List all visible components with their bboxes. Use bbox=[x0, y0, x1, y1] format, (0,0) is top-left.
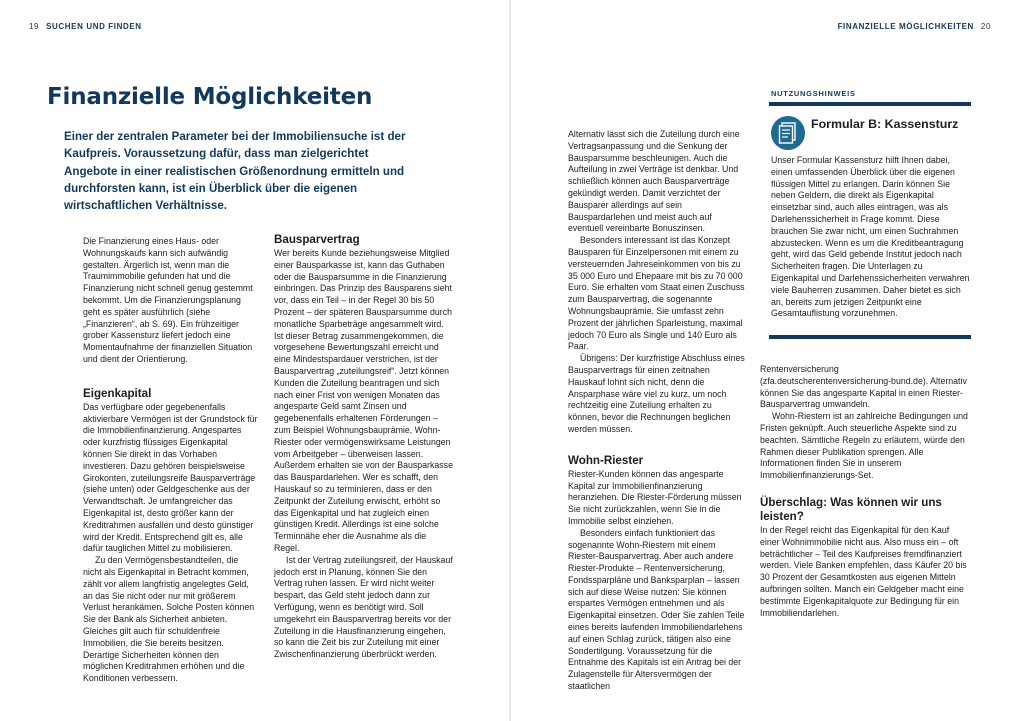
wohn-riester-paragraph-1: Riester-Kunden können das angesparte Kapital zur Immobilienfinanzierung heranziehen. Die Riester-Förderung müssen Sie nicht zurückzahlen, wenn Sie in die Immobilie selbst einziehen. bbox=[568, 468, 742, 526]
eigenkapital-paragraph-1: Das verfügbare oder gegebenenfalls aktivierbare Vermögen ist der Grundstock für die Immobilienfinanzierung. Angespartes oder kurzfristig flüssiges Eigenkapital können Sie direkt in das Vorhaben investieren. Dazu gehören beispielsweise Girokonten, zuteilungsreife Bausparverträge (siehe unten) oder Geldgeschenke aus der Verwandtschaft. Je umfangreicher das Eigenkapital ist, desto größer kann der Kreditrahmen ausfallen und desto günstiger wird der Kredit. Entsprechend gilt es, alle dafür tauglichen Mittel zu mobilisieren. bbox=[83, 401, 258, 554]
note-title: Formular B: Kassensturz bbox=[811, 117, 959, 131]
page-title: Finanzielle Möglichkeiten bbox=[47, 84, 373, 110]
form-document-icon bbox=[771, 116, 805, 150]
heading-wohn-riester: Wohn-Riester bbox=[568, 453, 644, 467]
riester-paragraph-3: Rentenversicherung (zfa.deutscherentenversicherung-bund.de). Alternativ können Sie das angesparte Kapital in einen Riester-Bausparvertrag umwandeln. bbox=[760, 364, 967, 410]
note-body bbox=[771, 155, 971, 320]
note-body-text: Unser Formular Kassensturz hilft Ihnen dabei, einen umfassenden Überblick über die eigenen flüssigen Mittel zu erlangen. Darin können Sie neben Geldern, die direkt als Eigenkapital einsetzbar sind, auch alles eintragen, was als Darlehenssicherheit in Frage kommt. Diese brauchen Sie zwar nicht, um einen Suchrahmen abzustecken. Wenn es um die Kreditbeantragung geht, wird das Geld gebende Institut jedoch nach Sicherheiten fragen. Die Unterlagen zu Eigenkapital und Darlehenssicherheiten verwahren viele Bauherren zusammen. Daher bietet es sich an, bereits zum jetzigen Zeitpunkt eine Gesamtauflistung vorzunehmen. bbox=[771, 155, 970, 319]
column-2 bbox=[274, 233, 453, 661]
right-running-header bbox=[838, 22, 991, 31]
heading-ueberschlag: Überschlag: Was können wir uns leisten? bbox=[760, 495, 942, 523]
riester-paragraph-4: Wohn-Riestern ist an zahlreiche Bedingungen und Fristen geknüpft. Auch steuerliche Aspekte sind zu beachten. Sämtliche Regeln zu erläutern, würde den Rahmen dieser Publikation sprengen. Alle Informationen finden Sie in unserem Immobilienfinanzierungs-Set. bbox=[760, 411, 968, 481]
column-3 bbox=[568, 129, 745, 693]
bausparvertrag-paragraph-2: Ist der Vertrag zuteilungsreif, der Hauskauf jedoch erst in Planung, können Sie den Vertrag ruhen lassen. Er wird nicht weiter bespart, das Geld steht jedoch dann zur Verfügung, wenn es benötigt wird. Soll umgekehrt ein Bausparvertrag bereits vor der Zuteilung in die Hausfinanzierung eingehen, so kann die Zeit bis zur Zuteilung mit einer Zwischenfinanzierung überbrückt werden. bbox=[274, 554, 453, 660]
column-1 bbox=[83, 236, 259, 685]
heading-eigenkapital: Eigenkapital bbox=[83, 386, 152, 400]
ueberschlag-paragraph: In der Regel reicht das Eigenkapital für den Kauf einer Wohnimmobilie nicht aus. Also muss ein – oft beträchtlicher – Teil des Kaufpreises fremdfinanziert werden. Viele Banken empfehlen, dass Käufer 20 bis 30 Prozent der Gesamtkosten aus eigenen Mitteln aufbringen sollten. Manch ein Geldgeber macht eine bestimmte Eigenkapitalquote zur Bedingung für ein Immobiliendarlehen. bbox=[760, 524, 967, 618]
bausparvertrag-paragraph-1: Wer bereits Kunde beziehungsweise Mitglied einer Bausparkasse ist, kann das Guthaben oder die Bausparsumme in die Finanzierung einbringen. Das Prinzip des Bausparens sieht vor, dass ein Teil – in der Regel 30 bis 50 Prozent – der späteren Bausparsumme durch monatliche Sparbeträge angesammelt wird. Ist dieser Betrag zusammengekommen, die vorgesehene Bewertungszahl erreicht und eine Mindestspardauer verstrichen, ist der Bausparvertrag „zuteilungsreif“. Jetzt können Kunden die Zuteilung beantragen und sich nach einer Frist von wenigen Monaten das angesparte Geld samt Zinsen und gegebenenfalls erhaltenen Förderungen – zum Beispiel Wohnungsbauprämie, Wohn-Riester oder vermögenswirksame Leistungen vom Arbeitgeber – überweisen lassen. Außerdem erhalten sie von der Bausparkasse das Bauspardarlehen. Wer es schafft, den Hauskauf so zu terminieren, dass er den Zeitpunkt der Zuteilung erwischt, erhöht so das Eigenkapital und hat zugleich einen günstigen Kredit. Allerdings ist eine solche Terminnähe eher die Ausnahme als die Regel. bbox=[274, 248, 453, 553]
column-4 bbox=[760, 364, 971, 619]
note-label: NUTZUNGSHINWEIS bbox=[771, 89, 856, 98]
left-section-title: SUCHEN UND FINDEN bbox=[46, 22, 142, 31]
left-page-number: 19 bbox=[29, 22, 40, 31]
lead-paragraph: Einer der zentralen Parameter bei der Immobiliensuche ist der Kaufpreis. Voraussetzung dafür, dass man zielgerichtet Angebote in einer realistischen Größenordnung ermitteln und durchforsten kann, ist ein Überblick über die eigenen wirtschaftlichen Verhältnisse. bbox=[64, 130, 406, 213]
note-top-rule bbox=[769, 102, 971, 106]
wohn-riester-paragraph-2: Besonders einfach funktioniert das sogenannte Wohn-Riestern mit einem Riester-Bausparvertrag. Aber auch andere Riester-Produkte – Rentenversicherung, Fondssparpläne und Banksparplan – lassen sich auf diese Weise nutzen: Sie können erspartes Vermögen entnehmen und als Eigenkapital einsetzen. Oder Sie zahlen Teile eines bereits laufenden Immobiliendarlehens auf einen Schlag zurück, tätigen also eine Sondertilgung. Voraussetzung für die Entnahme des Kapitals ist ein Antrag bei der Zulagenstelle für Altersvermögen der staatlichen bbox=[568, 527, 745, 692]
right-page-number: 20 bbox=[980, 22, 991, 31]
left-running-header bbox=[29, 22, 142, 31]
bausparen-paragraph-3: Alternativ lässt sich die Zuteilung durch eine Vertragsanpassung und die Senkung der Bausparsumme beschleunigen. Auch die Aufteilung in zwei Verträge ist denkbar. Und schließlich können auch Bausparverträge gekündigt werden. Damit verzichtet der Bausparer allerdings auf sein Bauspardarlehen und meist auch auf eventuell vereinbarte Bonuszinsen. bbox=[568, 129, 740, 234]
eigenkapital-paragraph-2: Zu den Vermögensbestandteilen, die nicht als Eigenkapital in Betracht kommen, zählt vor allem langfristig angelegtes Geld, an das Sie nicht oder nur mit größerem Verlust herankämen. Solche Posten können Sie der Bank als Sicherheit anbieten. Gleiches gilt auch für schuldenfreie Immobilien, die Sie bereits besitzen. Derartige Sicherheiten können den möglichen Kreditrahmen erhöhen und die Konditionen verbessern. bbox=[83, 555, 255, 684]
note-bottom-rule bbox=[769, 335, 971, 339]
intro-paragraph: Die Finanzierung eines Haus- oder Wohnungskaufs kann sich aufwändig gestalten. Ärgerlich ist, wenn man die Traumimmobilie gefunden hat und die Finanzierung nicht schnell genug gestemmt bekommt. Um die Finanzierungsplanung geht es später ausführlich (siehe „Finanzieren“, ab S. 69). Ein frühzeitiger grober Kassensturz liefert jedoch eine Momentaufnahme der finanziellen Situation und dient der Orientierung. bbox=[83, 236, 253, 364]
right-section-title: FINANZIELLE MÖGLICHKEITEN bbox=[837, 22, 974, 31]
bausparen-paragraph-4: Besonders interessant ist das Konzept Bausparen für Einzelpersonen mit einem zu versteuernden Jahreseinkommen von bis zu 35 000 Euro und Ehepaare mit bis zu 70 000 Euro. Sie erhalten vom Staat einen Zuschuss zum Bausparvertrag, die sogenannte Wohnungsbauprämie. Sie umfasst zehn Prozent der jährlichen Sparleistung, maximal jedoch 70 Euro als Single und 140 Euro als Paar. bbox=[568, 235, 745, 352]
heading-bausparvertrag: Bausparvertrag bbox=[274, 233, 360, 246]
bausparen-paragraph-5: Übrigens: Der kurzfristige Abschluss eines Bausparvertrags für einen zeitnahen Hauskauf lohnt sich nicht, denn die Ansparphase wäre viel zu kurz, um noch rechtzeitig eine Zuteilung erhalten zu können, bevor die Rechnungen beglichen werden müssen. bbox=[568, 353, 745, 434]
page-gutter bbox=[509, 0, 511, 721]
